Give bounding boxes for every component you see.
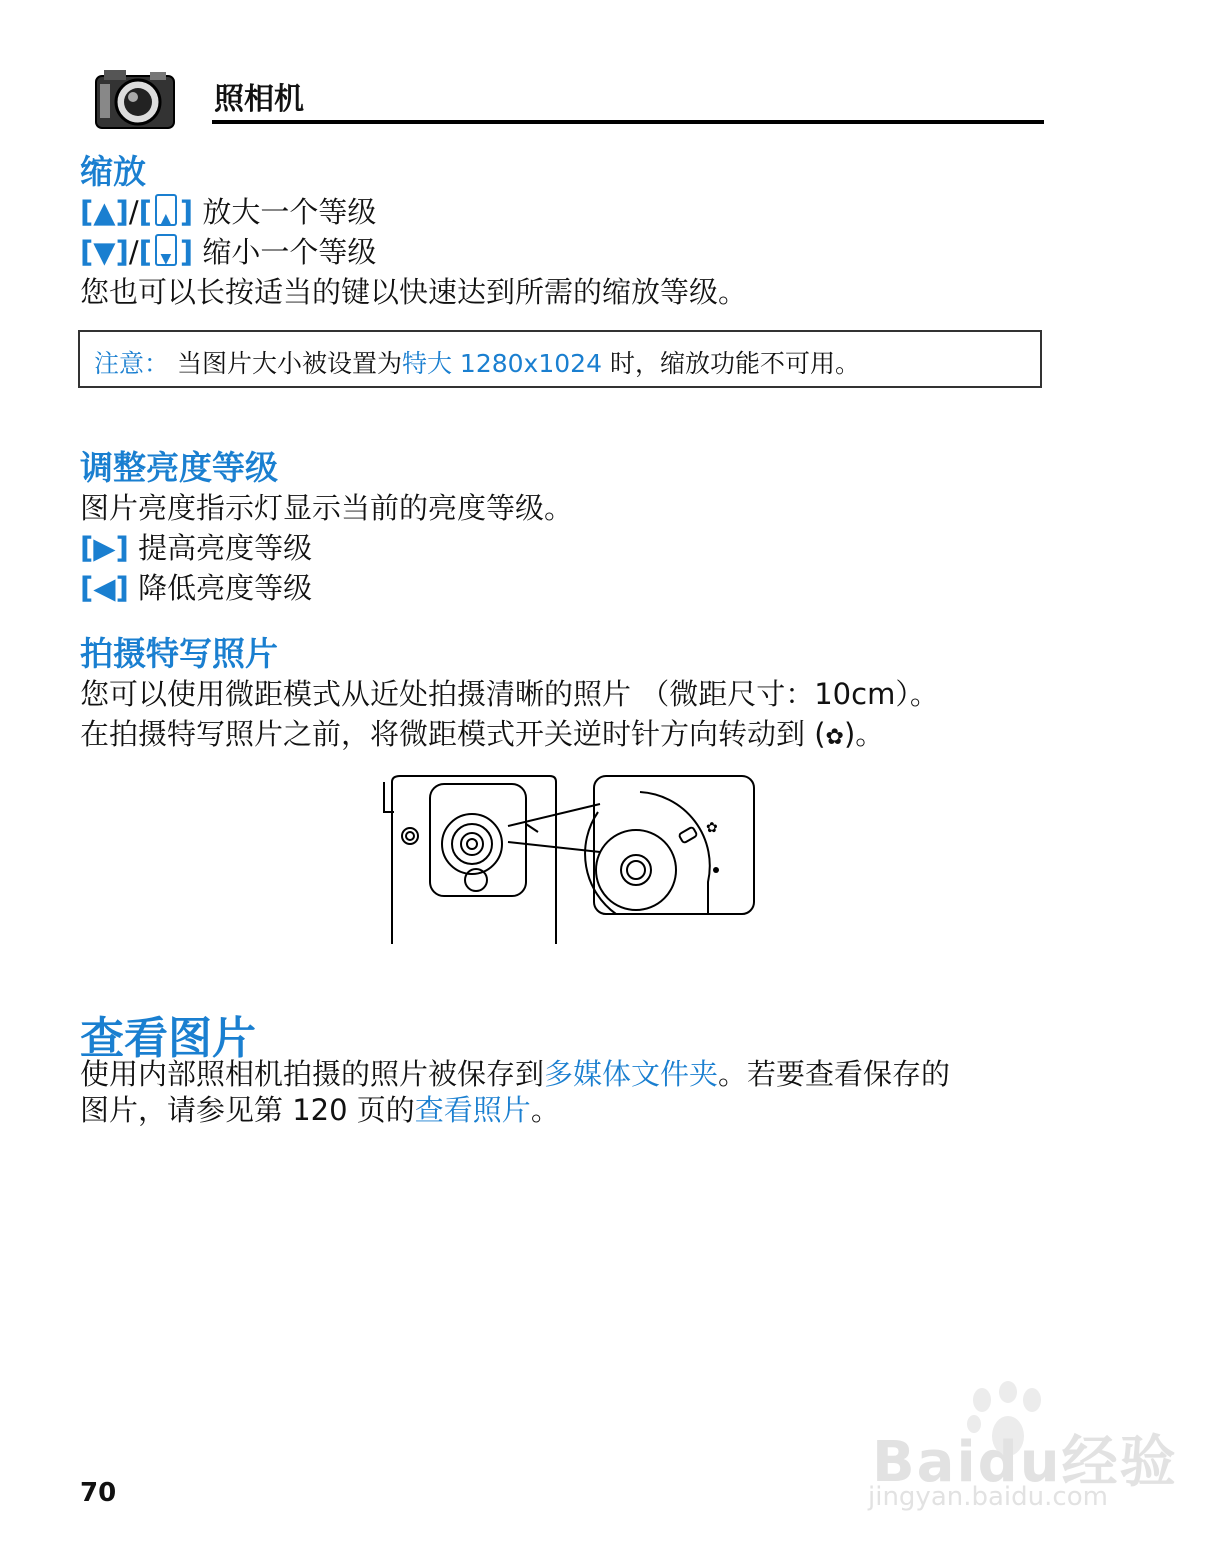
zoom-in-line: [▲]/[ ▲ ] 放大一个等级 (80, 195, 377, 229)
macro-line1: 您可以使用微距模式从近处拍摄清晰的照片 （微距尺寸：10cm）。 (80, 677, 939, 711)
brightness-up-text: 提高亮度等级 (138, 531, 313, 565)
zoom-in-key: [▲] (80, 195, 129, 229)
view-line2: 图片，请参见第 120 页的查看照片。 (80, 1093, 560, 1127)
watermark-brand: Baidu经验 (872, 1430, 1178, 1495)
svg-text:✿: ✿ (706, 820, 718, 836)
zoom-heading: 缩放 (80, 152, 146, 191)
brightness-down-line (80, 568, 312, 608)
brightness-up-key: [▶] (80, 531, 129, 565)
view-photos-link[interactable]: 查看照片 (414, 1093, 531, 1127)
multimedia-folder-link[interactable]: 多媒体文件夹 (544, 1057, 719, 1091)
brightness-down-key: [◀] (80, 571, 129, 605)
page-number: 70 (80, 1478, 117, 1508)
note-text-after: 时，缩放功能不可用。 (609, 349, 860, 378)
camera-icon (92, 62, 178, 134)
zoom-out-text: 缩小一个等级 (202, 235, 377, 269)
watermark-url: jingyan.baidu.com (868, 1482, 1108, 1512)
zoom-hold-text: 您也可以长按适当的键以快速达到所需的缩放等级。 (80, 275, 748, 309)
flower-icon: ✿ (825, 725, 844, 750)
view-heading: 查看图片 (80, 1013, 256, 1064)
brightness-heading: 调整亮度等级 (80, 448, 278, 487)
view-line1: 使用内部照相机拍摄的照片被保存到多媒体文件夹。若要查看保存的 (80, 1057, 951, 1091)
side-key-up-icon: ▲ (155, 194, 177, 226)
zoom-in-text: 放大一个等级 (202, 195, 377, 229)
brightness-intro: 图片亮度指示灯显示当前的亮度等级。 (80, 491, 574, 525)
note-box (78, 330, 1042, 388)
macro-line2: 在拍摄特写照片之前，将微距模式开关逆时针方向转动到 (✿)。 (80, 717, 885, 751)
macro-heading: 拍摄特写照片 (80, 634, 278, 673)
zoom-out-key: [▼] (80, 235, 129, 269)
note-highlight: 特大 1280x1024 (401, 349, 602, 378)
macro-switch-diagram (380, 772, 760, 946)
chapter-divider (212, 120, 1044, 124)
zoom-out-line: [▼]/[ ▼ ] 缩小一个等级 (80, 235, 377, 269)
note-label: 注意： (94, 349, 170, 378)
note-text-before: 当图片大小被设置为 (176, 349, 402, 378)
side-key-down-icon: ▼ (155, 234, 177, 266)
brightness-down-text: 降低亮度等级 (138, 571, 313, 605)
brightness-up-line (80, 528, 312, 568)
chapter-title: 照相机 (214, 82, 304, 117)
